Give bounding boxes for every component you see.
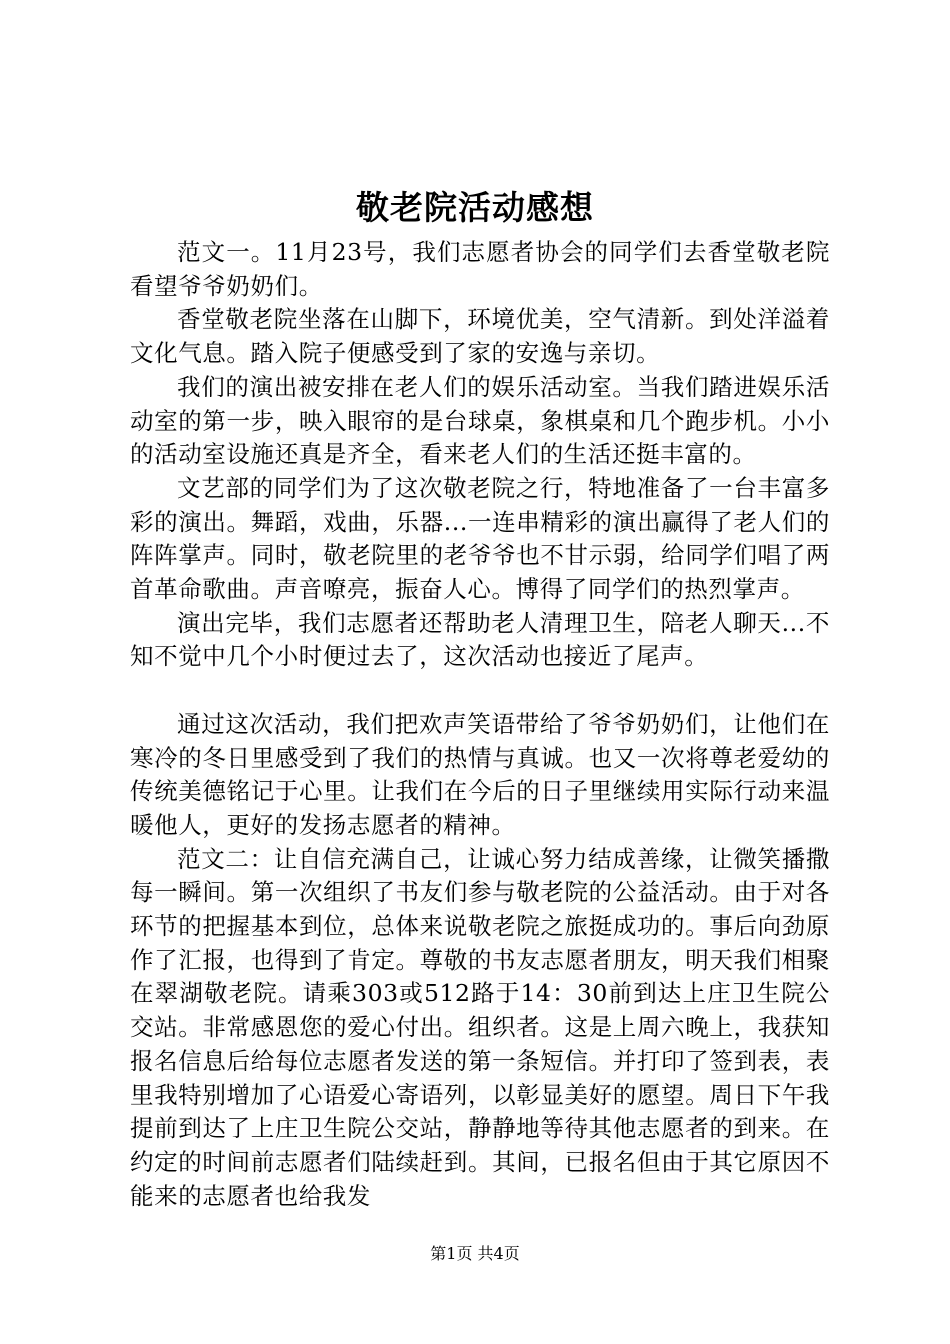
paragraph-5: 演出完毕，我们志愿者还帮助老人清理卫生，陪老人聊天...不知不觉中几个小时便过去了，这次活动也接近了尾声。 bbox=[130, 608, 830, 671]
paragraph-1: 范文一。11月23号，我们志愿者协会的同学们去香堂敬老院看望爷爷奶奶们。 bbox=[130, 238, 830, 300]
paragraph-6: 通过这次活动，我们把欢声笑语带给了爷爷奶奶们，让他们在寒冷的冬日里感受到了我们的热情与真诚。也又一次将尊老爱幼的传统美德铭记于心里。让我们在今后的日子里继续用实际行动来温暖他人，更好的发扬志愿者的精神。 bbox=[130, 709, 830, 839]
paragraph-2: 香堂敬老院坐落在山脚下，环境优美，空气清新。到处洋溢着文化气息。踏入院子便感受到了家的安逸与亲切。 bbox=[130, 305, 830, 368]
paragraph-4: 文艺部的同学们为了这次敬老院之行，特地准备了一台丰富多彩的演出。舞蹈，戏曲，乐器...一连串精彩的演出赢得了老人们的阵阵掌声。同时，敬老院里的老爷爷也不甘示弱，给同学们唱了两首革命歌曲。声音嘹亮，振奋人心。博得了同学们的热烈掌声。 bbox=[130, 473, 830, 604]
document-title: 敬老院活动感想 bbox=[356, 188, 594, 227]
paragraph-3: 我们的演出被安排在老人们的娱乐活动室。当我们踏进娱乐活动室的第一步，映入眼帘的是台球桌，象棋桌和几个跑步机。小小的活动室设施还真是齐全，看来老人们的生活还挺丰富的。 bbox=[130, 372, 830, 469]
paragraph-7: 范文二：让自信充满自己，让诚心努力结成善缘，让微笑播撒每一瞬间。第一次组织了书友们参与敬老院的公益活动。由于对各环节的把握基本到位，总体来说敬老院之旅挺成功的。事后向劲原作了汇报，也得到了肯定。尊敬的书友志愿者朋友，明天我们相聚在翠湖敬老院。请乘303或512路于14：30前到达上庄卫生院公交站。非常感恩您的爱心付出。组织者。这是上周六晚上，我获知报名信息后给每位志愿者发送的第一条短信。并打印了签到表，表里我特别增加了心语爱心寄语列，以彰显美好的愿望。周日下午我提前到达了上庄卫生院公交站，静静地等待其他志愿者的到来。在约定的时间前志愿者们陆续赶到。其间，已报名但由于其它原因不能来的志愿者也给我发 bbox=[130, 844, 830, 1210]
page-number-footer: 第1页 共4页 bbox=[430, 1244, 520, 1263]
document-body bbox=[130, 236, 830, 1213]
